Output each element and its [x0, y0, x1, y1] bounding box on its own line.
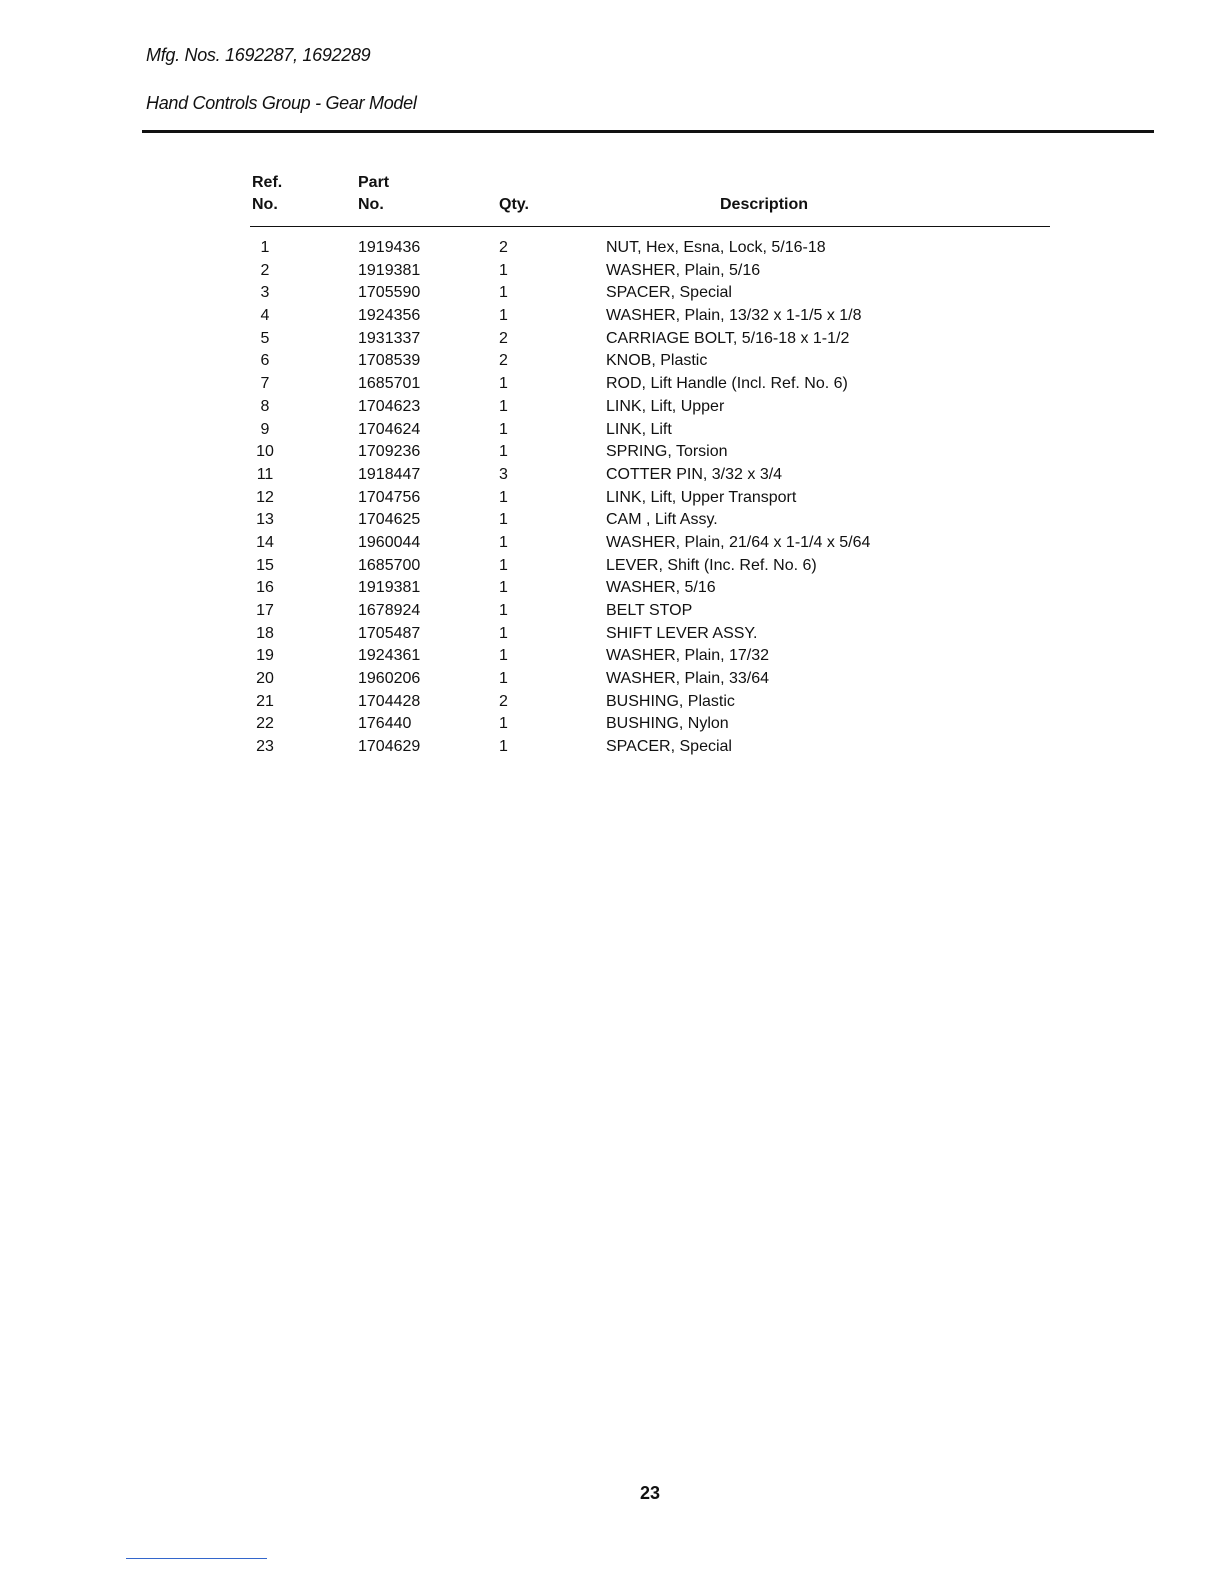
table-row: [0, 328, 1224, 351]
part-no-cell: 1705590: [358, 284, 421, 302]
ref-cell: 10: [256, 443, 274, 461]
ref-cell: 6: [260, 352, 270, 370]
ref-cell: 18: [256, 624, 274, 642]
ref-cell: 9: [260, 420, 270, 438]
description-cell: COTTER PIN, 3/32 x 3/4: [606, 465, 783, 483]
part-no-cell: 1678924: [358, 602, 421, 619]
part-no-cell: 1705487: [358, 624, 421, 642]
part-no-cell: 1931337: [358, 329, 421, 347]
part-no-cell: 1704624: [358, 420, 421, 438]
ref-cell: 8: [260, 397, 270, 415]
qty-cell: 1: [499, 579, 508, 597]
description-cell: SPRING, Torsion: [606, 443, 728, 461]
table-row: [0, 282, 1224, 305]
description-cell: LINK, Lift, Upper: [606, 397, 725, 415]
qty-cell: 1: [499, 624, 508, 642]
description-cell: WASHER, Plain, 17/32: [606, 647, 770, 665]
description-cell: WASHER, 5/16: [606, 579, 716, 597]
header-part-line1: Part: [358, 174, 390, 191]
table-row: [0, 305, 1224, 328]
ref-cell: 20: [256, 670, 274, 688]
qty-cell: 1: [499, 488, 508, 506]
description-cell: BUSHING, Plastic: [606, 692, 735, 710]
table-row: [0, 509, 1224, 532]
part-no-cell: 1685701: [358, 375, 421, 393]
qty-cell: 1: [499, 375, 508, 393]
qty-cell: 1: [499, 261, 508, 279]
ref-cell: 23: [256, 738, 274, 756]
footer-line: [126, 1558, 267, 1559]
part-no-cell: 1960206: [358, 670, 421, 688]
table-row: [0, 396, 1224, 419]
qty-cell: 1: [499, 443, 508, 461]
qty-cell: 3: [499, 465, 508, 483]
header-description: Description: [720, 196, 809, 213]
qty-cell: 1: [499, 670, 508, 688]
qty-cell: 1: [499, 397, 508, 415]
header-qty: Qty.: [499, 196, 529, 213]
description-cell: CARRIAGE BOLT, 5/16-18 x 1-1/2: [606, 329, 850, 347]
header-ref-line2: No.: [252, 196, 278, 213]
description-cell: SPACER, Special: [606, 284, 732, 302]
description-cell: CAM , Lift Assy.: [606, 511, 718, 529]
page-number: 23: [639, 1483, 661, 1503]
qty-cell: 1: [499, 284, 508, 302]
table-row: [0, 736, 1224, 759]
header-ref-no: [252, 172, 282, 216]
part-no-cell: 1919381: [358, 579, 421, 597]
qty-cell: 1: [499, 307, 508, 325]
table-row: [0, 373, 1224, 396]
table-row: [0, 668, 1224, 691]
description-cell: WASHER, Plain, 33/64: [606, 670, 770, 688]
qty-cell: 2: [499, 239, 508, 256]
table-row: [0, 577, 1224, 600]
part-no-cell: 1919436: [358, 239, 421, 256]
description-cell: LINK, Lift, Upper Transport: [606, 488, 797, 506]
ref-cell: 3: [260, 284, 270, 302]
ref-cell: 11: [256, 465, 274, 483]
qty-cell: 1: [499, 533, 508, 551]
ref-cell: 15: [256, 556, 274, 574]
description-cell: NUT, Hex, Esna, Lock, 5/16-18: [606, 239, 826, 256]
header-part-no: [358, 172, 389, 216]
qty-cell: 1: [499, 602, 508, 619]
table-row: [0, 441, 1224, 464]
qty-cell: 1: [499, 511, 508, 529]
description-cell: KNOB, Plastic: [606, 352, 708, 370]
ref-cell: 17: [256, 602, 274, 619]
table-row: [0, 260, 1224, 283]
qty-cell: 1: [499, 738, 508, 756]
description-cell: SPACER, Special: [606, 738, 732, 756]
header-ref-line1: Ref.: [252, 174, 283, 191]
group-title: Hand Controls Group - Gear Model: [146, 93, 417, 113]
qty-cell: 1: [499, 556, 508, 574]
table-header-divider: [250, 226, 1050, 227]
description-cell: WASHER, Plain, 13/32 x 1-1/5 x 1/8: [606, 307, 862, 325]
ref-cell: 14: [256, 533, 274, 551]
part-no-cell: 1924361: [358, 647, 421, 665]
ref-cell: 13: [256, 511, 274, 529]
qty-cell: 2: [499, 692, 508, 710]
qty-cell: 2: [499, 352, 508, 370]
part-no-cell: 1960044: [358, 533, 421, 551]
header-part-line2: No.: [358, 196, 384, 213]
description-cell: BELT STOP: [606, 602, 693, 619]
table-row: [0, 532, 1224, 555]
part-no-cell: 1704428: [358, 692, 421, 710]
ref-cell: 22: [256, 715, 274, 733]
ref-cell: 19: [256, 647, 274, 665]
table-row: [0, 237, 1224, 260]
table-row: [0, 600, 1224, 623]
ref-cell: 1: [260, 239, 270, 256]
description-cell: BUSHING, Nylon: [606, 715, 729, 733]
parts-table: [0, 237, 1224, 759]
description-cell: SHIFT LEVER ASSY.: [606, 624, 758, 642]
table-row: [0, 691, 1224, 714]
part-no-cell: 1685700: [358, 556, 421, 574]
part-no-cell: 1704625: [358, 511, 421, 529]
ref-cell: 16: [256, 579, 274, 597]
part-no-cell: 1704629: [358, 738, 421, 756]
table-row: [0, 350, 1224, 373]
table-row: [0, 419, 1224, 442]
part-no-cell: 1709236: [358, 443, 421, 461]
description-cell: LINK, Lift: [606, 420, 672, 438]
mfg-numbers: Mfg. Nos. 1692287, 1692289: [146, 45, 371, 65]
description-cell: ROD, Lift Handle (Incl. Ref. No. 6): [606, 375, 848, 393]
qty-cell: 1: [499, 647, 508, 665]
description-cell: WASHER, Plain, 21/64 x 1-1/4 x 5/64: [606, 533, 871, 551]
ref-cell: 12: [256, 488, 274, 506]
part-no-cell: 1918447: [358, 465, 421, 483]
description-cell: LEVER, Shift (Inc. Ref. No. 6): [606, 556, 817, 574]
description-cell: WASHER, Plain, 5/16: [606, 261, 761, 279]
table-row: [0, 713, 1224, 736]
part-no-cell: 1704756: [358, 488, 421, 506]
qty-cell: 2: [499, 329, 508, 347]
table-row: [0, 464, 1224, 487]
table-row: [0, 623, 1224, 646]
part-no-cell: 1924356: [358, 307, 421, 325]
header-divider: [142, 130, 1154, 133]
part-no-cell: 1919381: [358, 261, 421, 279]
part-no-cell: 176440: [358, 715, 412, 733]
ref-cell: 4: [260, 307, 270, 325]
qty-cell: 1: [499, 715, 508, 733]
table-row: [0, 555, 1224, 578]
part-no-cell: 1708539: [358, 352, 421, 370]
table-row: [0, 645, 1224, 668]
table-row: [0, 487, 1224, 510]
ref-cell: 5: [260, 329, 270, 347]
qty-cell: 1: [499, 420, 508, 438]
ref-cell: 7: [260, 375, 270, 393]
ref-cell: 21: [256, 692, 274, 710]
ref-cell: 2: [260, 261, 270, 279]
part-no-cell: 1704623: [358, 397, 421, 415]
